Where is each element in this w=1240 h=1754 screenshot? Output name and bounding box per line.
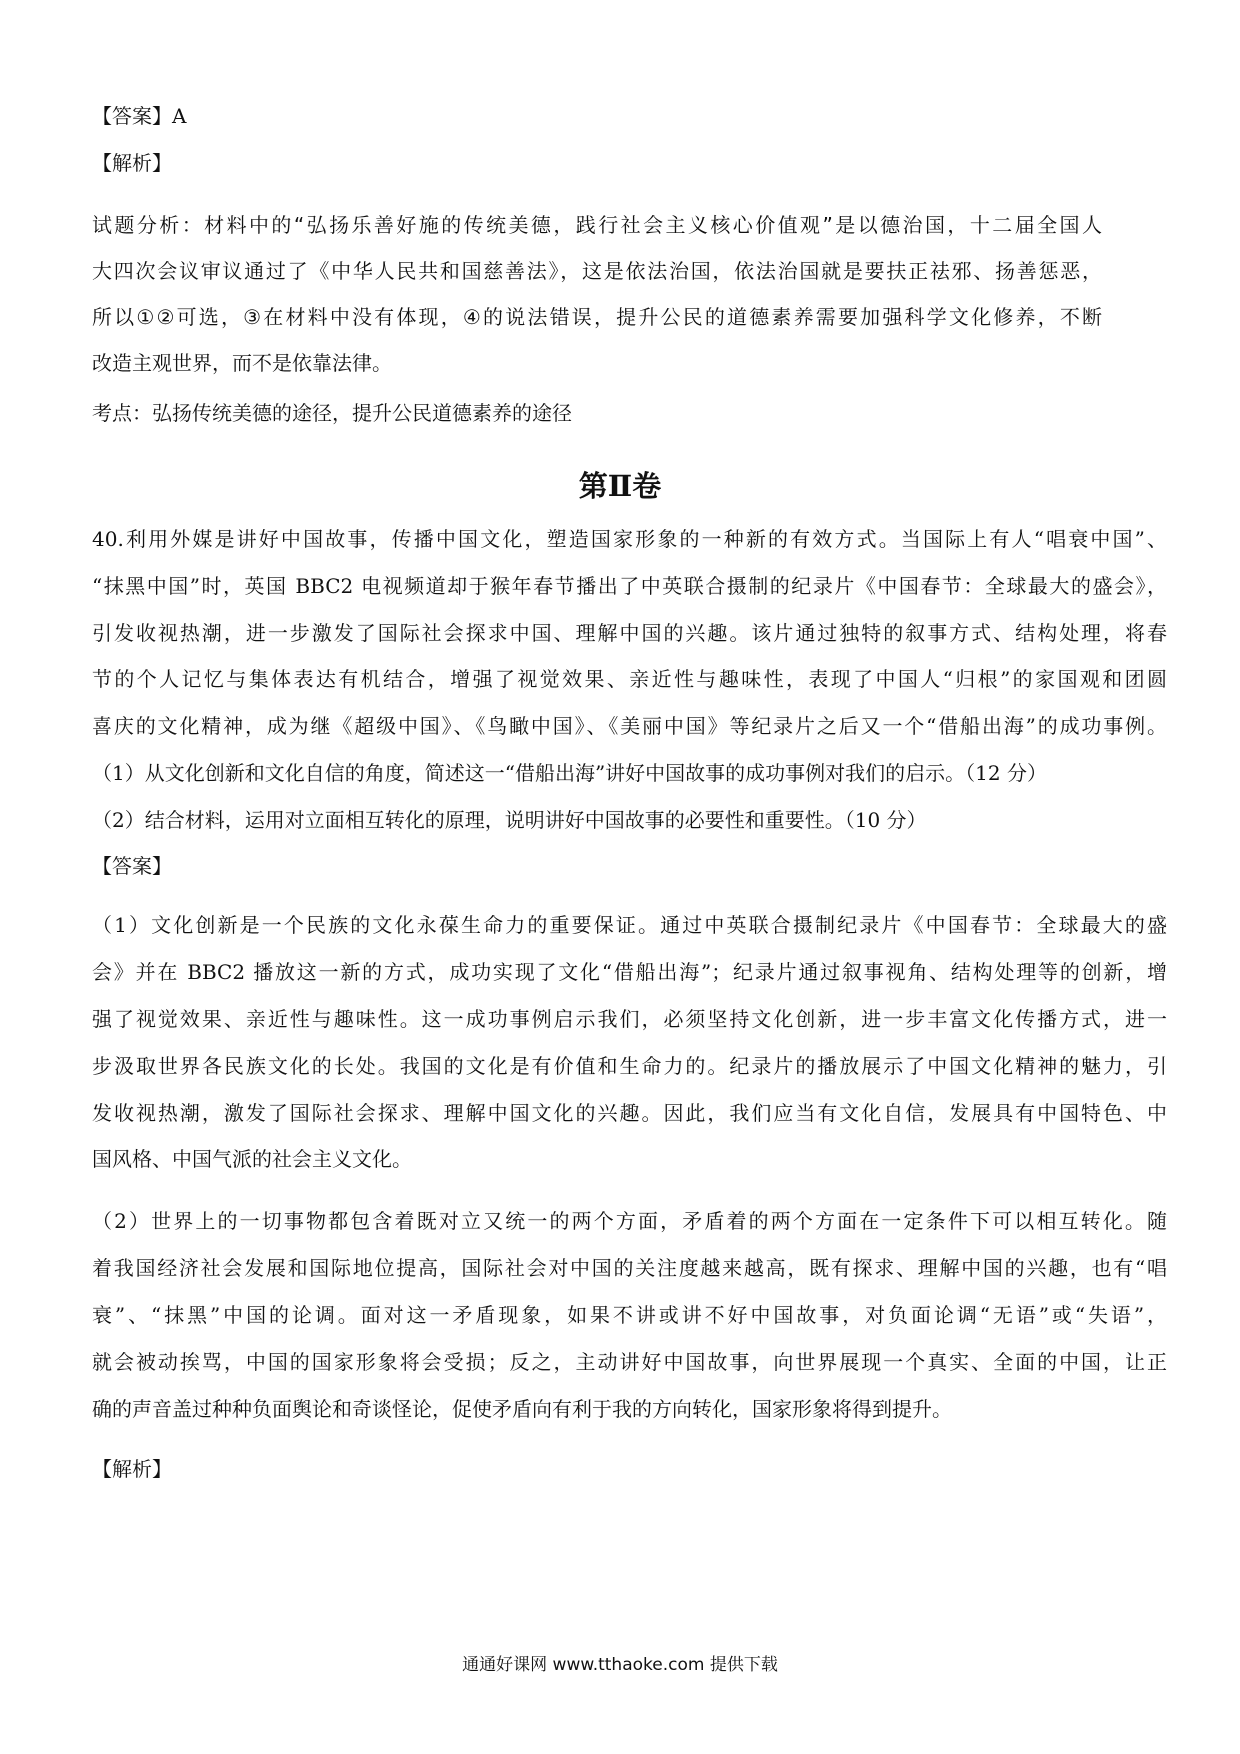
section-title: 第Ⅱ卷	[578, 469, 662, 503]
answer-line: 确的声音盖过种种负面舆论和奇谈怪论，促使矛盾向有利于我的方向转化，国家形象将得到提升。	[92, 1397, 952, 1421]
answer-label: 【答案】	[92, 854, 172, 878]
question-line: 节的个人记忆与集体表达有机结合，增强了视觉效果、亲近性与趣味性，表现了中国人“归根”的家国观和团圆	[92, 667, 1167, 691]
answer-line: （1）文化创新是一个民族的文化永葆生命力的重要保证。通过中英联合摄制纪录片《中国春节：全球最大的盛	[92, 913, 1167, 937]
prev-analysis-label: 【解析】	[92, 151, 172, 175]
prev-analysis-line: 试题分析：材料中的“弘扬乐善好施的传统美德，践行社会主义核心价值观”是以德治国，十二届全国人	[92, 213, 1102, 237]
footer: 通通好课网 www.tthaoke.com 提供下载	[462, 1655, 778, 1675]
question-line: “抹黑中国”时，英国 BBC2 电视频道却于猴年春节播出了中英联合摄制的纪录片《中国春节：全球最大的盛会》，	[92, 574, 1167, 598]
question-line: 喜庆的文化精神，成为继《超级中国》、《鸟瞰中国》、《美丽中国》等纪录片之后又一个“借船出海”的成功事例。	[92, 714, 1167, 738]
sub-question-1: （1）从文化创新和文化自信的角度，简述这一“借船出海”讲好中国故事的成功事例对我们的启示。（12 分）	[92, 761, 1047, 785]
answer-line: 着我国经济社会发展和国际地位提高，国际社会对中国的关注度越来越高，既有探求、理解中国的兴趣，也有“唱	[92, 1256, 1167, 1280]
answer-line: 就会被动挨骂，中国的国家形象将会受损；反之，主动讲好中国故事，向世界展现一个真实、全面的中国，让正	[92, 1350, 1167, 1374]
question-line: 40.利用外媒是讲好中国故事，传播中国文化，塑造国家形象的一种新的有效方式。当国际上有人“唱衰中国”、	[92, 527, 1167, 551]
prev-analysis-line: 所以①②可选，③在材料中没有体现，④的说法错误，提升公民的道德素养需要加强科学文化修养，不断	[92, 305, 1102, 329]
question-line: 引发收视热潮，进一步激发了国际社会探求中国、理解中国的兴趣。该片通过独特的叙事方式、结构处理，将春	[92, 621, 1167, 645]
answer-line: 发收视热潮，激发了国际社会探求、理解中国文化的兴趣。因此，我们应当有文化自信，发展具有中国特色、中	[92, 1101, 1167, 1125]
sub-question-2: （2）结合材料，运用对立面相互转化的原理，说明讲好中国故事的必要性和重要性。（10 分）	[92, 808, 927, 832]
answer-line: 步汲取世界各民族文化的长处。我国的文化是有价值和生命力的。纪录片的播放展示了中国文化精神的魅力，引	[92, 1054, 1167, 1078]
answer-line: 强了视觉效果、亲近性与趣味性。这一成功事例启示我们，必须坚持文化创新，进一步丰富文化传播方式，进一	[92, 1007, 1167, 1031]
answer-line: 会》并在 BBC2 播放这一新的方式，成功实现了文化“借船出海”；纪录片通过叙事视角、结构处理等的创新，增	[92, 960, 1167, 984]
analysis-label: 【解析】	[92, 1457, 172, 1481]
prev-analysis-line: 改造主观世界，而不是依靠法律。	[92, 351, 392, 375]
prev-analysis-line: 大四次会议审议通过了《中华人民共和国慈善法》，这是依法治国，依法治国就是要扶正祛邪、扬善惩恶，	[92, 259, 1102, 283]
kaodian: 考点：弘扬传统美德的途径，提升公民道德素养的途径	[92, 401, 572, 425]
answer-line: 衰”、“抹黑”中国的论调。面对这一矛盾现象，如果不讲或讲不好中国故事，对负面论调“无语”或“失语”，	[92, 1303, 1167, 1327]
prev-answer-label: 【答案】A	[92, 104, 187, 128]
answer-line: 国风格、中国气派的社会主义文化。	[92, 1147, 412, 1171]
answer-line: （2）世界上的一切事物都包含着既对立又统一的两个方面，矛盾着的两个方面在一定条件下可以相互转化。随	[92, 1209, 1167, 1233]
